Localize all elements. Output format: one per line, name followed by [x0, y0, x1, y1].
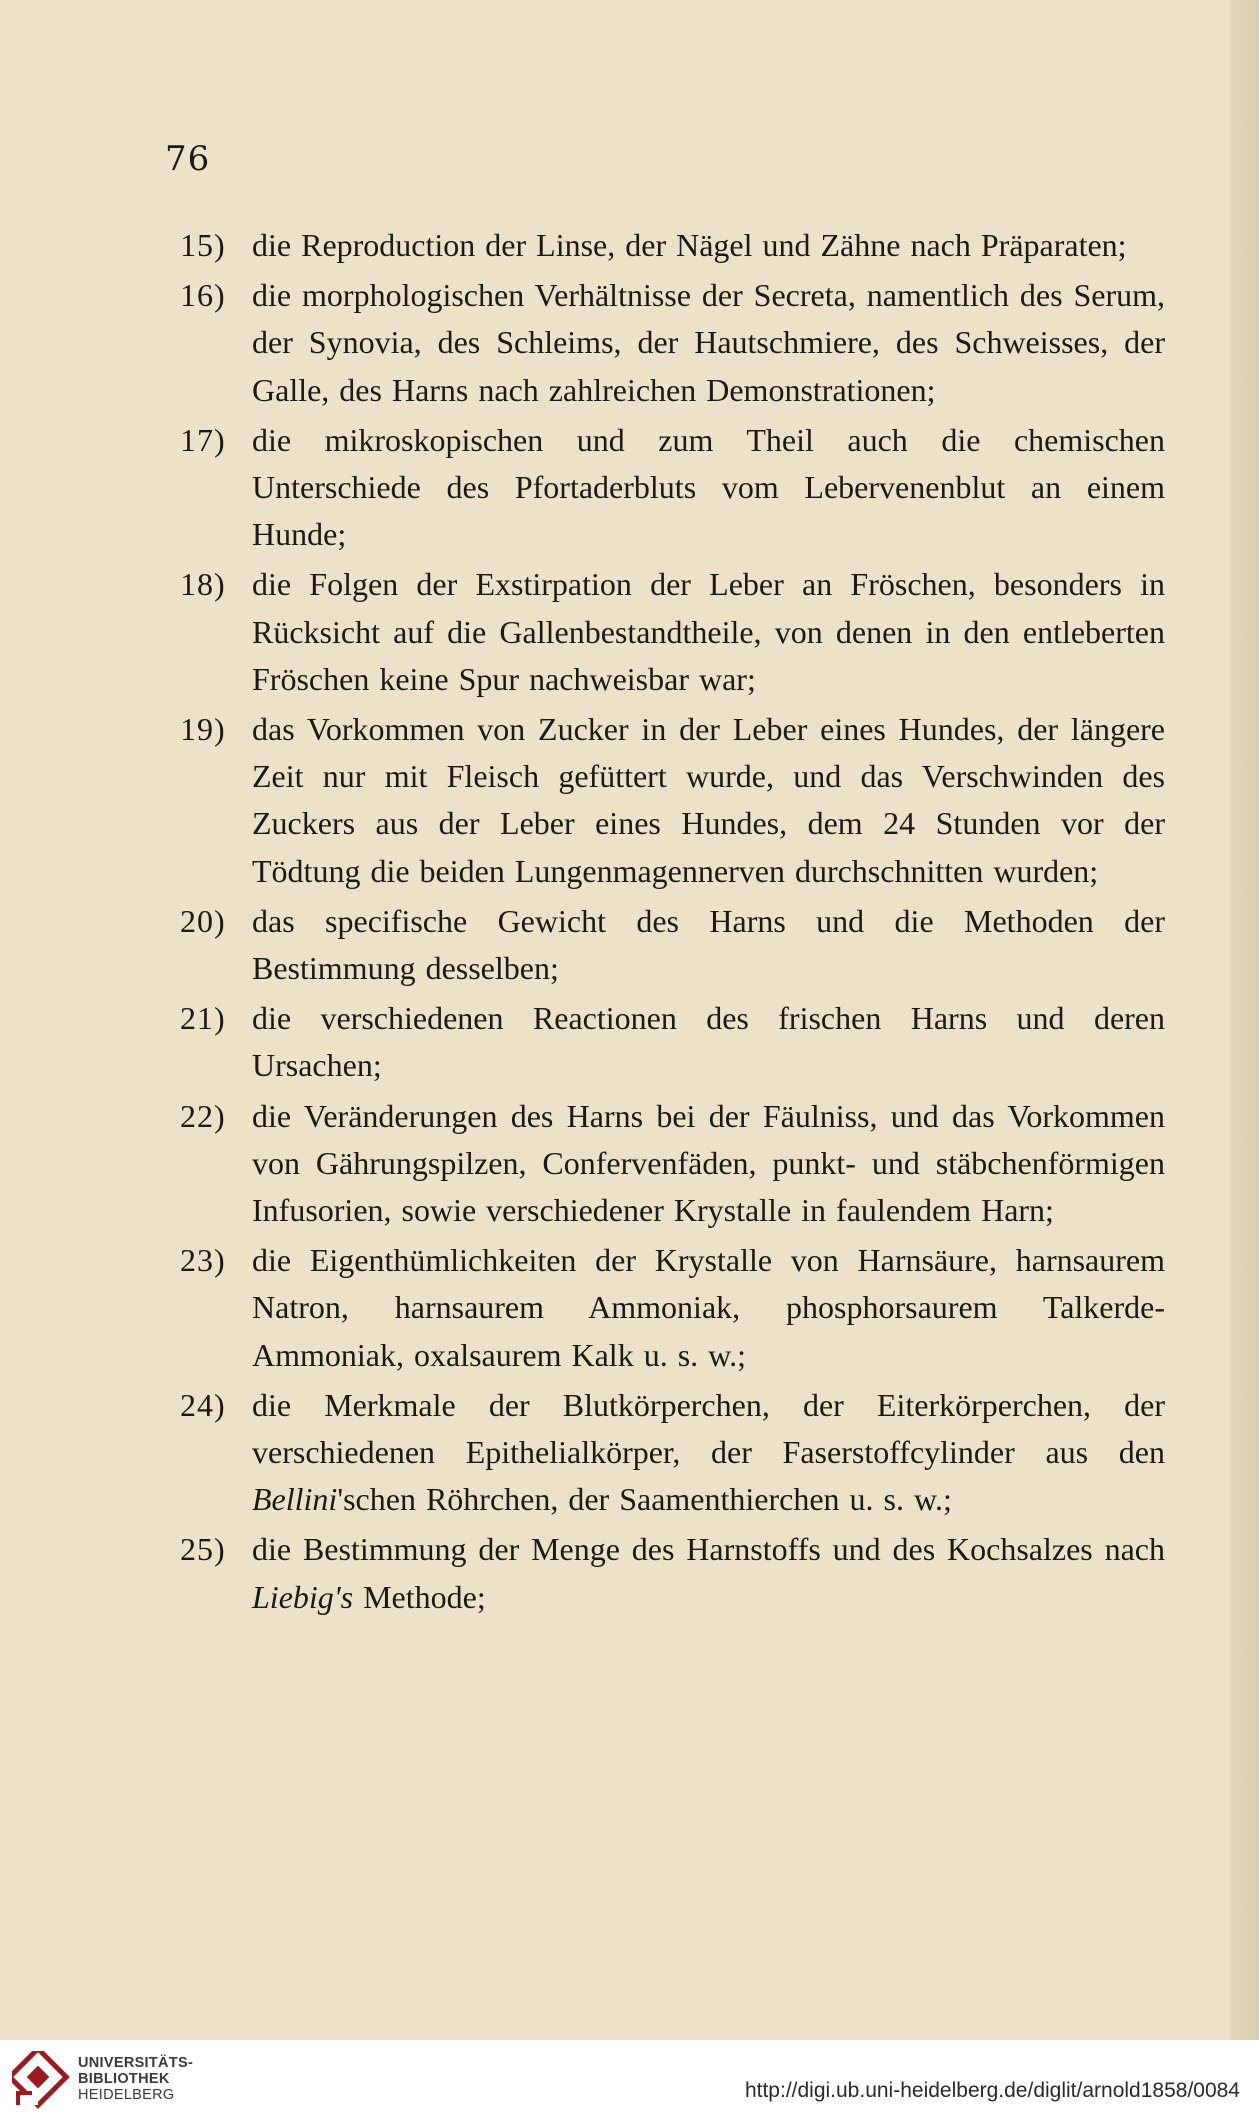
- library-name: [78, 2055, 193, 2103]
- list-item-text: die Reproduction der Linse, der Nägel und Zähne nach Präparaten;: [252, 227, 1127, 263]
- list-item: [180, 561, 1165, 703]
- library-name-line: HEIDELBERG: [78, 2087, 175, 2103]
- list-item-number: 21): [180, 1000, 226, 1037]
- list-item: [180, 417, 1165, 559]
- list-item: [180, 898, 1165, 992]
- list-item: [180, 706, 1165, 895]
- list-item: [180, 1093, 1165, 1235]
- list-item: [180, 1382, 1165, 1524]
- list-item-number: 25): [180, 1531, 226, 1568]
- list-item-number: 19): [180, 711, 226, 748]
- list-item-number: 15): [180, 227, 226, 263]
- text-segment: Methode;: [353, 1578, 486, 1615]
- list-item: [180, 272, 1165, 414]
- list-item: [180, 1237, 1165, 1379]
- list-item-text: die Eigenthümlichkeiten der Krystalle von Harnsäure, harnsaurem Natron, harnsaurem Ammoniak, phosphorsaurem Talkerde-Ammoniak, oxalsaurem Kalk u. s. w.;: [252, 1242, 1165, 1373]
- list-item-number: 16): [180, 277, 226, 314]
- list-item-number: 22): [180, 1097, 226, 1134]
- page-edge-shadow: [1230, 0, 1259, 2040]
- list-item-text: die mikroskopischen und zum Theil auch die chemischen Unterschiede des Pfortaderbluts vom Lebervenenblut an einem Hunde;: [252, 421, 1165, 553]
- list-item-text: [252, 1531, 1165, 1614]
- text-segment: die Bestimmung der Menge des Harnstoffs und des Kochsalzes nach: [252, 1531, 1165, 1568]
- source-url-link[interactable]: http://digi.ub.uni-heidelberg.de/diglit/arnold1858/0084: [744, 2079, 1240, 2102]
- list-item: [180, 995, 1165, 1089]
- list-item-text: das Vorkommen von Zucker in der Leber eines Hundes, der längere Zeit nur mit Fleisch gefüttert wurde, und das Verschwinden des Zuckers aus der Leber eines Hundes, dem 24 Stunden vor der Tödtung die beiden Lungenmagennerven durchschnitten wurden;: [252, 711, 1165, 889]
- list-item-number: 23): [180, 1242, 226, 1279]
- list-item: [180, 222, 1165, 269]
- list-item-number: 18): [180, 566, 226, 603]
- list-item-text: die verschiedenen Reactionen des frischen Harns und deren Ursachen;: [252, 1000, 1165, 1084]
- list-item-text: die morphologischen Verhältnisse der Secreta, namentlich des Serum, der Synovia, des Schleims, der Hautschmiere, des Schweisses, der Galle, des Harns nach zahlreichen Demonstrationen;: [252, 277, 1165, 408]
- list-item-number: 24): [180, 1386, 226, 1423]
- list-item-text: [252, 1387, 1165, 1517]
- library-name-line: UNIVERSITÄTS-: [78, 2055, 194, 2071]
- italic-name: Bellini: [252, 1481, 338, 1518]
- list-item-text: die Veränderungen des Harns bei der Fäulniss, und das Vorkommen von Gährungspilzen, Confervenfäden, punkt- und stäbchenförmigen Infusorien, sowie verschiedener Krystalle in faulendem Harn;: [252, 1097, 1165, 1229]
- text-segment: die Merkmale der Blutkörperchen, der Eiterkörperchen, der verschiedenen Epithelialkörper, der Faserstoffcylinder aus den: [252, 1386, 1165, 1471]
- text-segment: 'schen Röhrchen, der Saamenthierchen u. s. w.;: [337, 1481, 952, 1518]
- library-name-line: BIBLIOTHEK: [78, 2071, 170, 2087]
- library-logo-icon: [12, 2051, 72, 2111]
- numbered-list: [180, 222, 1165, 1624]
- italic-name: Liebig's: [252, 1578, 354, 1615]
- list-item-number: 20): [180, 902, 226, 939]
- list-item-text: das specifische Gewicht des Harns und die Methoden der Bestimmung desselben;: [252, 902, 1165, 987]
- list-item: [180, 1526, 1165, 1620]
- list-item-number: 17): [180, 421, 226, 458]
- page-number: 76: [165, 139, 211, 179]
- list-item-text: die Folgen der Exstirpation der Leber an Fröschen, besonders in Rücksicht auf die Gallenbestandtheile, von denen in den entleberten Fröschen keine Spur nachweisbar war;: [252, 566, 1165, 697]
